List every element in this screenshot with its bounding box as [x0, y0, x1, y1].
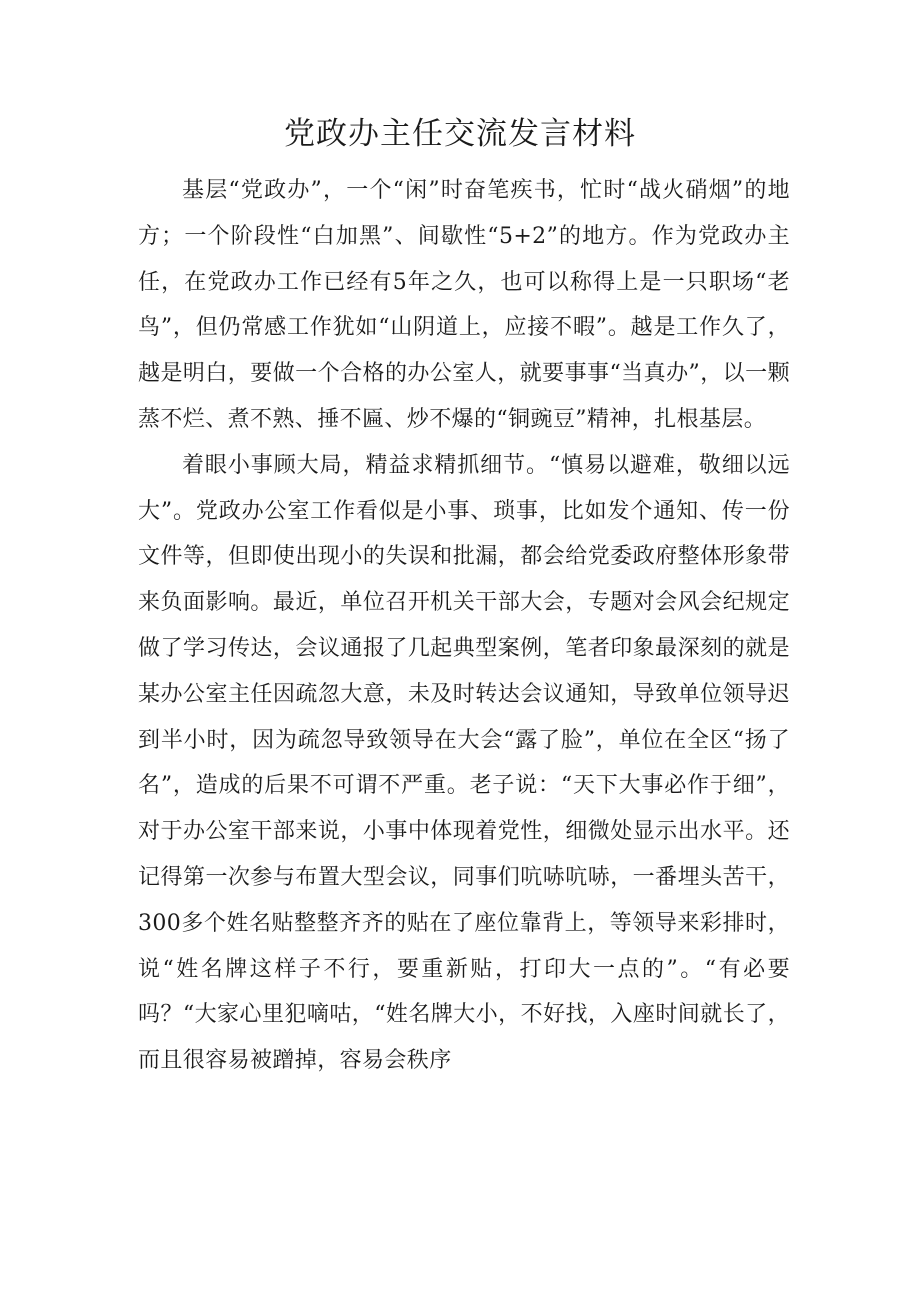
document-body — [138, 168, 790, 1084]
paragraph-intro: 基层“党政办”，一个“闲”时奋笔疾书，忙时“战火硝烟”的地方；一个阶段性“白加黑”、间歇性“5+2”的地方。作为党政办主任，在党政办工作已经有5年之久，也可以称得上是一只职场“老鸟”，但仍常感工作犹如“山阴道上，应接不暇”。越是工作久了，越是明白，要做一个合格的办公室人，就要事事“当真办”，以一颗蒸不烂、煮不熟、捶不匾、炒不爆的“铜豌豆”精神，扎根基层。 — [138, 178, 790, 432]
document-title: 党政办主任交流发言材料 — [284, 116, 636, 152]
paragraph-details: 着眼小事顾大局，精益求精抓细节。“慎易以避难，敬细以远大”。党政办公室工作看似是小事、琐事，比如发个通知、传一份文件等，但即使出现小的失误和批漏，都会给党委政府整体形象带来负面影响。最近，单位召开机关干部大会，专题对会风会纪规定做了学习传达，会议通报了几起典型案例，笔者印象最深刻的就是某办公室主任因疏忽大意，未及时转达会议通知，导致单位领导迟到半小时，因为疏忽导致领导在大会“露了脸”，单位在全区“扬了名”，造成的后果不可谓不严重。老子说：“天下大事必作于细”，对于办公室干部来说，小事中体现着党性，细微处显示出水平。还记得第一次参与布置大型会议，同事们吭哧吭哧，一番埋头苦干，300多个姓名贴整整齐齐的贴在了座位靠背上，等领导来彩排时，说“姓名牌这样子不行，要重新贴，打印大一点的”。“有必要吗？“大家心里犯嘀咕，“姓名牌大小，不好找，入座时间就长了，而且很容易被蹭掉，容易会秩序 — [138, 452, 790, 1074]
